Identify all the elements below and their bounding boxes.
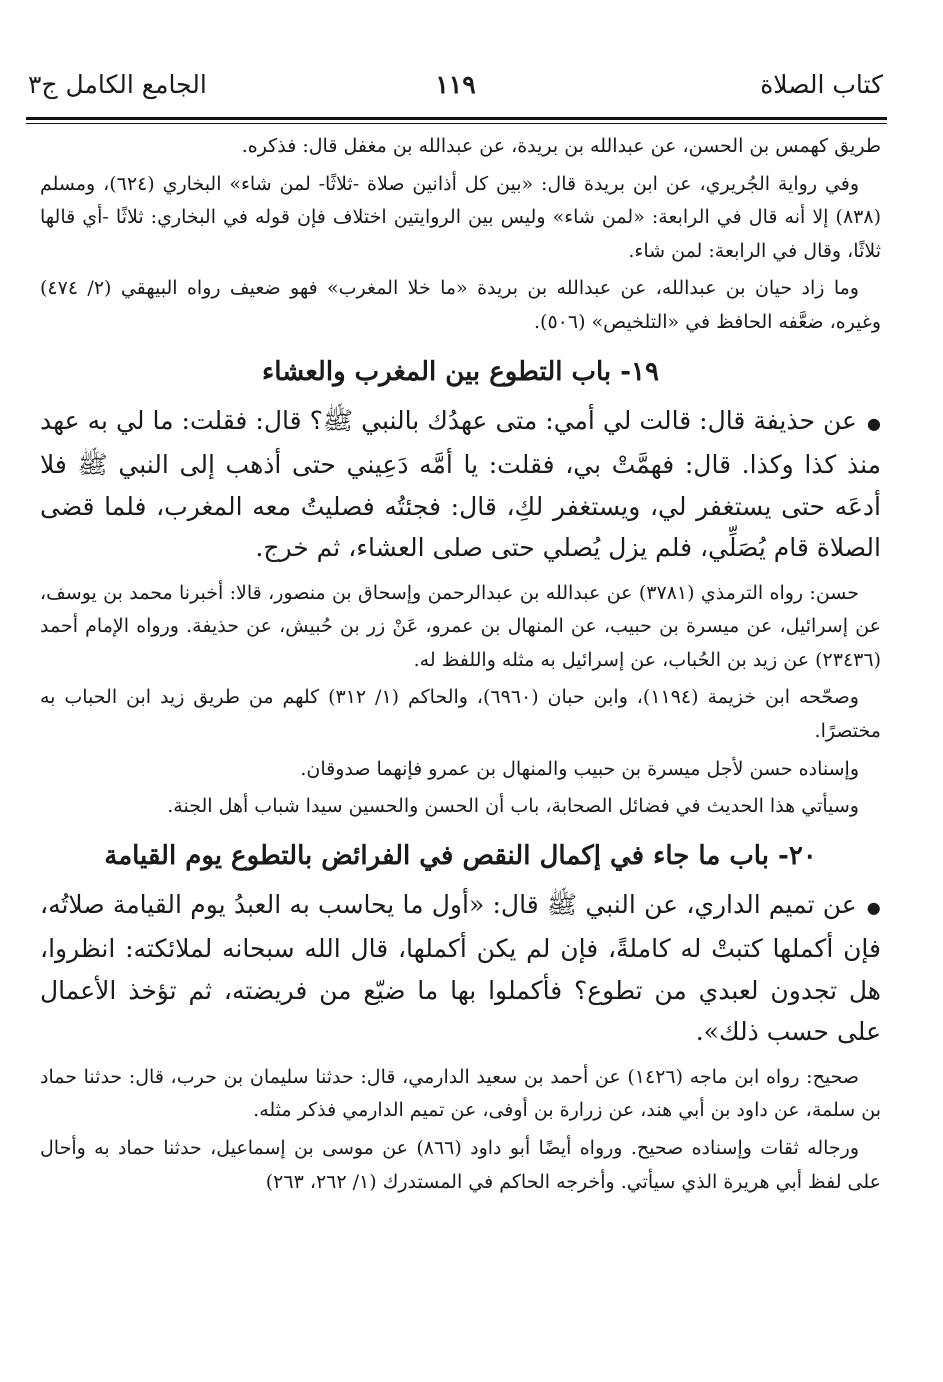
bullet-icon: ● <box>866 413 881 433</box>
takhrij-paragraph: وسيأتي هذا الحديث في فضائل الصحابة، باب أن الحسن والحسين سيدا شباب أهل الجنة. <box>167 795 859 818</box>
header-rule-thick <box>26 117 887 120</box>
page-content <box>40 130 881 1203</box>
takhrij-paragraph: حسن: رواه الترمذي (٣٧٨١) عن عبدالله بن عبدالرحمن وإسحاق بن منصور، قالا: أخبرنا محمد بن يوسف، عن إسرائيل، عن ميسرة بن حبيب، عن المنهال بن عمرو، عَنْ زر بن حُبيش، عن حذيفة. ورواه الإمام أحمد (٢٣٤٣٦) عن زيد بن الحُباب، عن إسرائيل به مثله واللفظ له. <box>40 581 881 671</box>
takhrij-paragraph: وإسناده حسن لأجل ميسرة بن حبيب والمنهال بن عمرو فإنهما صدوقان. <box>300 757 859 780</box>
footnote-paragraph: وما زاد حيان بن عبدالله، عن عبدالله بن بريدة «ما خلا المغرب» فهو ضعيف رواه البيهقي (٢/ ٤٧٤) وغيره، ضعَّفه الحافظ في «التلخيص» (٥٠٦). <box>40 277 881 333</box>
book-title: كتاب الصلاة <box>760 70 883 99</box>
page-header <box>28 64 883 112</box>
volume-title: الجامع الكامل ج٣ <box>28 70 207 99</box>
page-number: ١١٩ <box>435 70 476 99</box>
takhrij-paragraph: وصحّحه ابن خزيمة (١١٩٤)، وابن حبان (٦٩٦٠)، والحاكم (١/ ٣١٢) كلهم من طريق زيد ابن الحباب به مختصرًا. <box>40 686 881 742</box>
chapter-heading-20: ٢٠- باب ما جاء في إكمال النقص في الفرائض بالتطوع يوم القيامة <box>104 840 817 871</box>
hadith-body: عن حذيفة قال: قالت لي أمي: متى عهدُك بالنبي ﷺ؟ قال: فقلت: ما لي به عهد منذ كذا وكذا. قال: فهمَّتْ بي، فقلت: يا أمَّه دَعِيني حتى أذهب إلى النبي ﷺ فلا أدعَه حتى يستغفر لي، ويستغفر لكِ، قال: فجئتُه فصليتُ معه المغرب، فلما قضى الصلاة قام يُصَلِّي، فلم يزل يُصلي حتى صلى العشاء، ثم خرج. <box>40 405 881 563</box>
takhrij-paragraph: ورجاله ثقات وإسناده صحيح. ورواه أيضًا أبو داود (٨٦٦) عن موسى بن إسماعيل، حدثنا حماد به وأحال على لفظ أبي هريرة الذي سيأتي. وأخرجه الحاكم في المستدرك (١/ ٢٦٢، ٢٦٣) <box>40 1136 881 1193</box>
header-rule-thin <box>26 123 887 124</box>
takhrij-paragraph: صحيح: رواه ابن ماجه (١٤٢٦) عن أحمد بن سعيد الدارمي، قال: حدثنا سليمان بن حرب، قال: حدثنا حماد بن سلمة، عن داود بن أبي هند، عن زرارة بن أوفى، عن تميم الدارمي فذكر مثله. <box>40 1065 881 1122</box>
footnote-paragraph: طريق كهمس بن الحسن، عن عبدالله بن بريدة، عن عبدالله بن مغفل قال: فذكره. <box>241 135 881 157</box>
footnote-paragraph: وفي رواية الجُريري، عن ابن بريدة قال: «بين كل أذانين صلاة -ثلاثًا- لمن شاء» البخاري (٦٢٤)، ومسلم (٨٣٨) إلا أنه قال في الرابعة: «لمن شاء» وليس بين الروايتين اختلاف فإن قوله في البخاري: ثلاثًا -أي قالها ثلاثًا، وقال في الرابعة: لمن شاء. <box>40 172 881 262</box>
hadith-text <box>40 884 881 1053</box>
hadith-body: عن تميم الداري، عن النبي ﷺ قال: «أول ما يحاسب به العبدُ يوم القيامة صلاتُه، فإن أكملها كتبتْ له كاملةً، فإن لم يكن أكملها، قال الله سبحانه لملائكته: انظروا، هل تجدون لعبدي من تطوع؟ فأكملوا بها ما ضيّع من فريضته، ثم تؤخذ الأعمال على حسب ذلك». <box>40 889 881 1047</box>
chapter-heading-19: ١٩- باب التطوع بين المغرب والعشاء <box>262 356 659 387</box>
hadith-text <box>40 400 881 569</box>
bullet-icon: ● <box>866 897 881 917</box>
